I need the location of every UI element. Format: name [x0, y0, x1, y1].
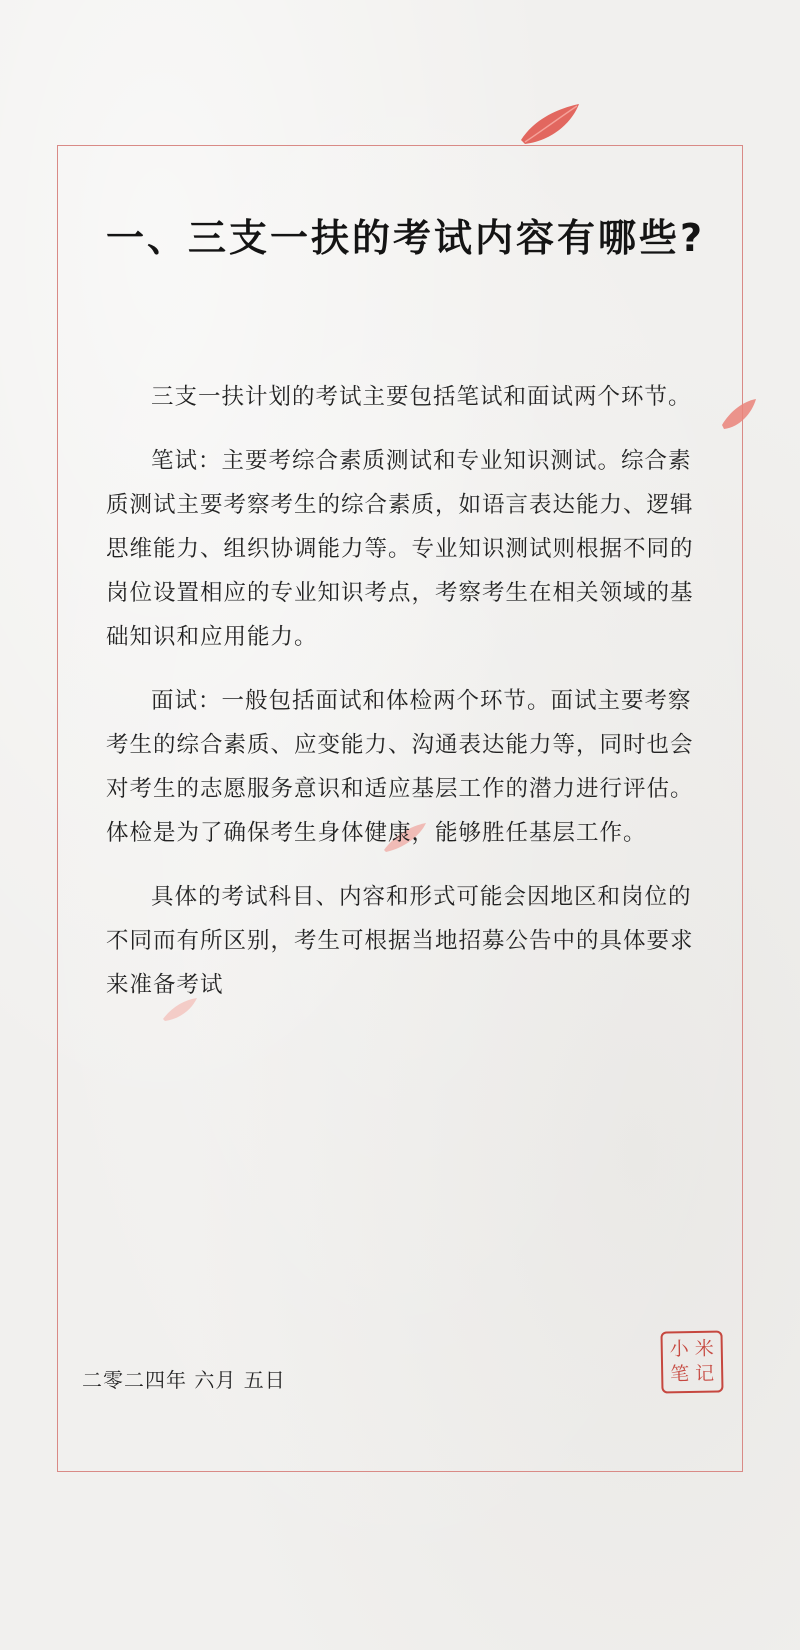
- seal-stamp: [660, 1330, 723, 1393]
- article-body: [106, 375, 696, 1027]
- date-signature: 二零二四年 六月 五日: [82, 1368, 286, 1392]
- intro-paragraph: 三支一扶计划的考试主要包括笔试和面试两个环节。: [151, 384, 692, 410]
- seal-char: 笔: [670, 1363, 690, 1386]
- petal-decoration-top-icon: [515, 100, 585, 150]
- interview-paragraph: 面试：一般包括面试和体检两个环节。面试主要考察考生的综合素质、应变能力、沟通表达能力等，同时也会对考生的志愿服务意识和适应基层工作的潜力进行评估。体检是为了确保考生身体健康，能够胜任基层工作。: [106, 688, 694, 846]
- seal-char: 米: [694, 1337, 714, 1360]
- seal-char: 小: [669, 1338, 689, 1361]
- written-exam-paragraph: 笔试：主要考综合素质测试和专业知识测试。综合素质测试主要考察考生的综合素质，如语言表达能力、逻辑思维能力、组织协调能力等。专业知识测试则根据不同的岗位设置相应的专业知识考点，考察考生在相关领域的基础知识和应用能力。: [106, 448, 694, 650]
- seal-char: 记: [695, 1362, 715, 1385]
- closing-paragraph: 具体的考试科目、内容和形式可能会因地区和岗位的不同而有所区别，考生可根据当地招募公告中的具体要求来准备考试: [106, 884, 694, 998]
- petal-decoration-right-icon: [718, 395, 760, 435]
- page-title: 一、三支一扶的考试内容有哪些?: [106, 216, 706, 260]
